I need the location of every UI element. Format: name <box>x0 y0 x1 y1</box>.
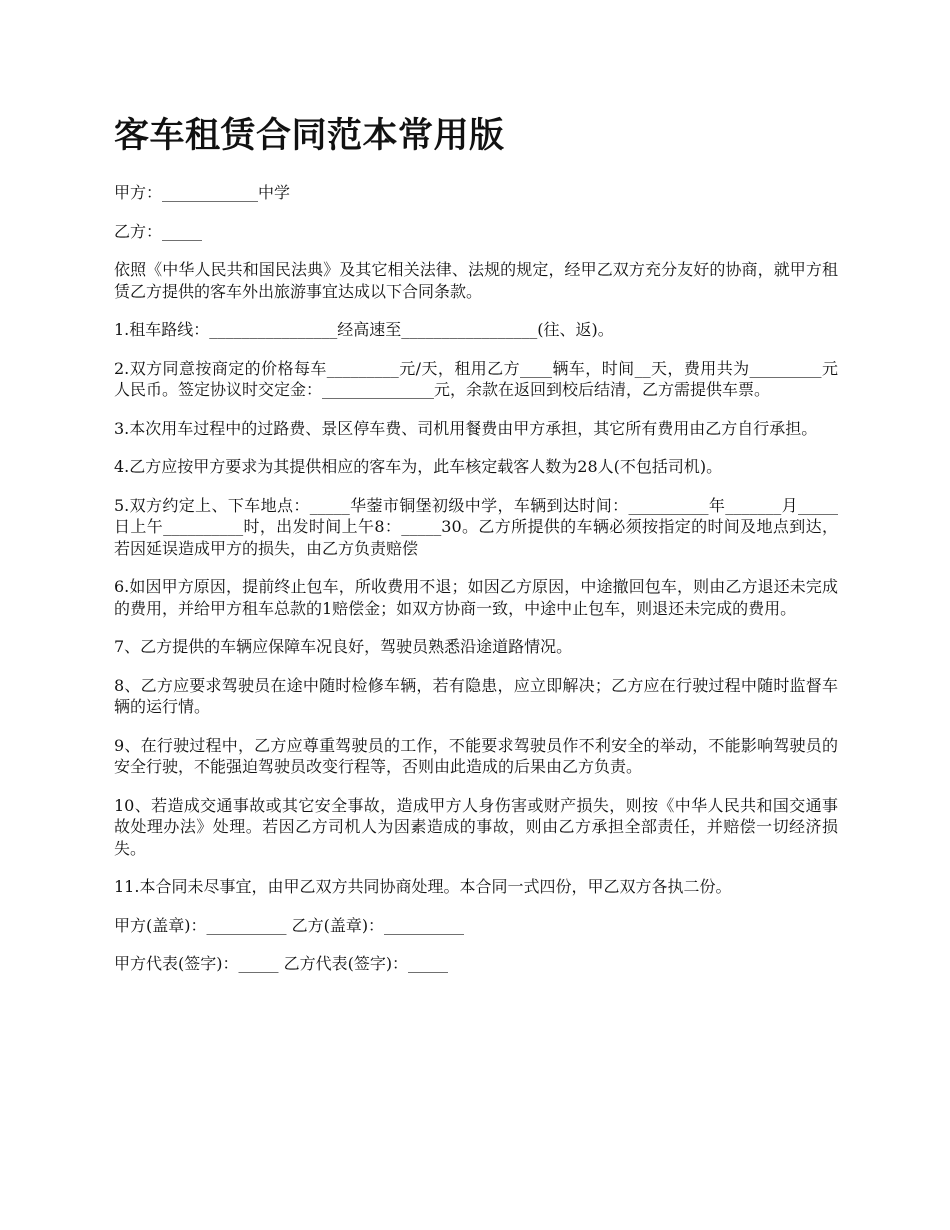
clause-10: 10、若造成交通事故或其它安全事故，造成甲方人身伤害或财产损失，则按《中华人民共和国交通事故处理办法》处理。若因乙方司机人为因素造成的事故，则由乙方承担全部责任，并赔偿一切经济损失。 <box>114 795 838 858</box>
document-title: 客车租赁合同范本常用版 <box>114 116 505 156</box>
clause-1: 1.租车路线：________________经高速至_________________(往、返)。 <box>114 320 614 339</box>
clause-8: 8、乙方应要求驾驶员在途中随时检修车辆，若有隐患，应立即解决；乙方应在行驶过程中随时监督车辆的运行情。 <box>114 675 838 716</box>
clause-11: 11.本合同未尽事宜，由甲乙双方共同协商处理。本合同一式四份，甲乙双方各执二份。 <box>114 877 732 896</box>
clause-6: 6.如因甲方原因，提前终止包车，所收费用不退；如因乙方原因，中途撤回包车，则由乙方退还未完成的费用，并给甲方租车总款的1赔偿金；如双方协商一致，中途中止包车，则退还未完成的费用。 <box>114 577 838 618</box>
party-b-line: 乙方：_____ <box>114 221 203 241</box>
seal-line: 甲方(盖章)：__________ 乙方(盖章)：__________ <box>114 915 465 935</box>
signature-line: 甲方代表(签字)：_____ 乙方代表(签字)：_____ <box>114 954 449 973</box>
party-a-line: 甲方：____________中学 <box>114 183 291 202</box>
intro-paragraph: 依照《中华人民共和国民法典》及其它相关法律、法规的规定，经甲乙双方充分友好的协商，就甲方租赁乙方提供的客车外出旅游事宜达成以下合同条款。 <box>114 260 838 301</box>
clause-2: 2.双方同意按商定的价格每车_________元/天，租用乙方____辆车，时间__天，费用共为_________元人民币。签定协议时交定金：______________元，余款在返回到校后结清，乙方需提供车票。 <box>114 358 838 399</box>
clause-9: 9、在行驶过程中，乙方应尊重驾驶员的工作，不能要求驾驶员作不利安全的举动，不能影响驾驶员的安全行驶，不能强迫驾驶员改变行程等，否则由此造成的后果由乙方负责。 <box>114 735 838 776</box>
clause-3: 3.本次用车过程中的过路费、景区停车费、司机用餐费由甲方承担，其它所有费用由乙方自行承担。 <box>114 418 818 438</box>
clause-4: 4.乙方应按甲方要求为其提供相应的客车为，此车核定载客人数为28人(不包括司机)。 <box>114 457 723 476</box>
clause-7: 7、乙方提供的车辆应保障车况良好，驾驶员熟悉沿途道路情况。 <box>114 637 573 656</box>
clause-5: 5.双方约定上、下车地点：_____华蓥市铜堡初级中学，车辆到达时间：__________年_______月_____日上午__________时，出发时间上午8：_____30。乙方所提供的车辆必须按指定的时间及地点到达，若因延误造成甲方的损失，由乙方负责赔偿 <box>114 495 838 558</box>
